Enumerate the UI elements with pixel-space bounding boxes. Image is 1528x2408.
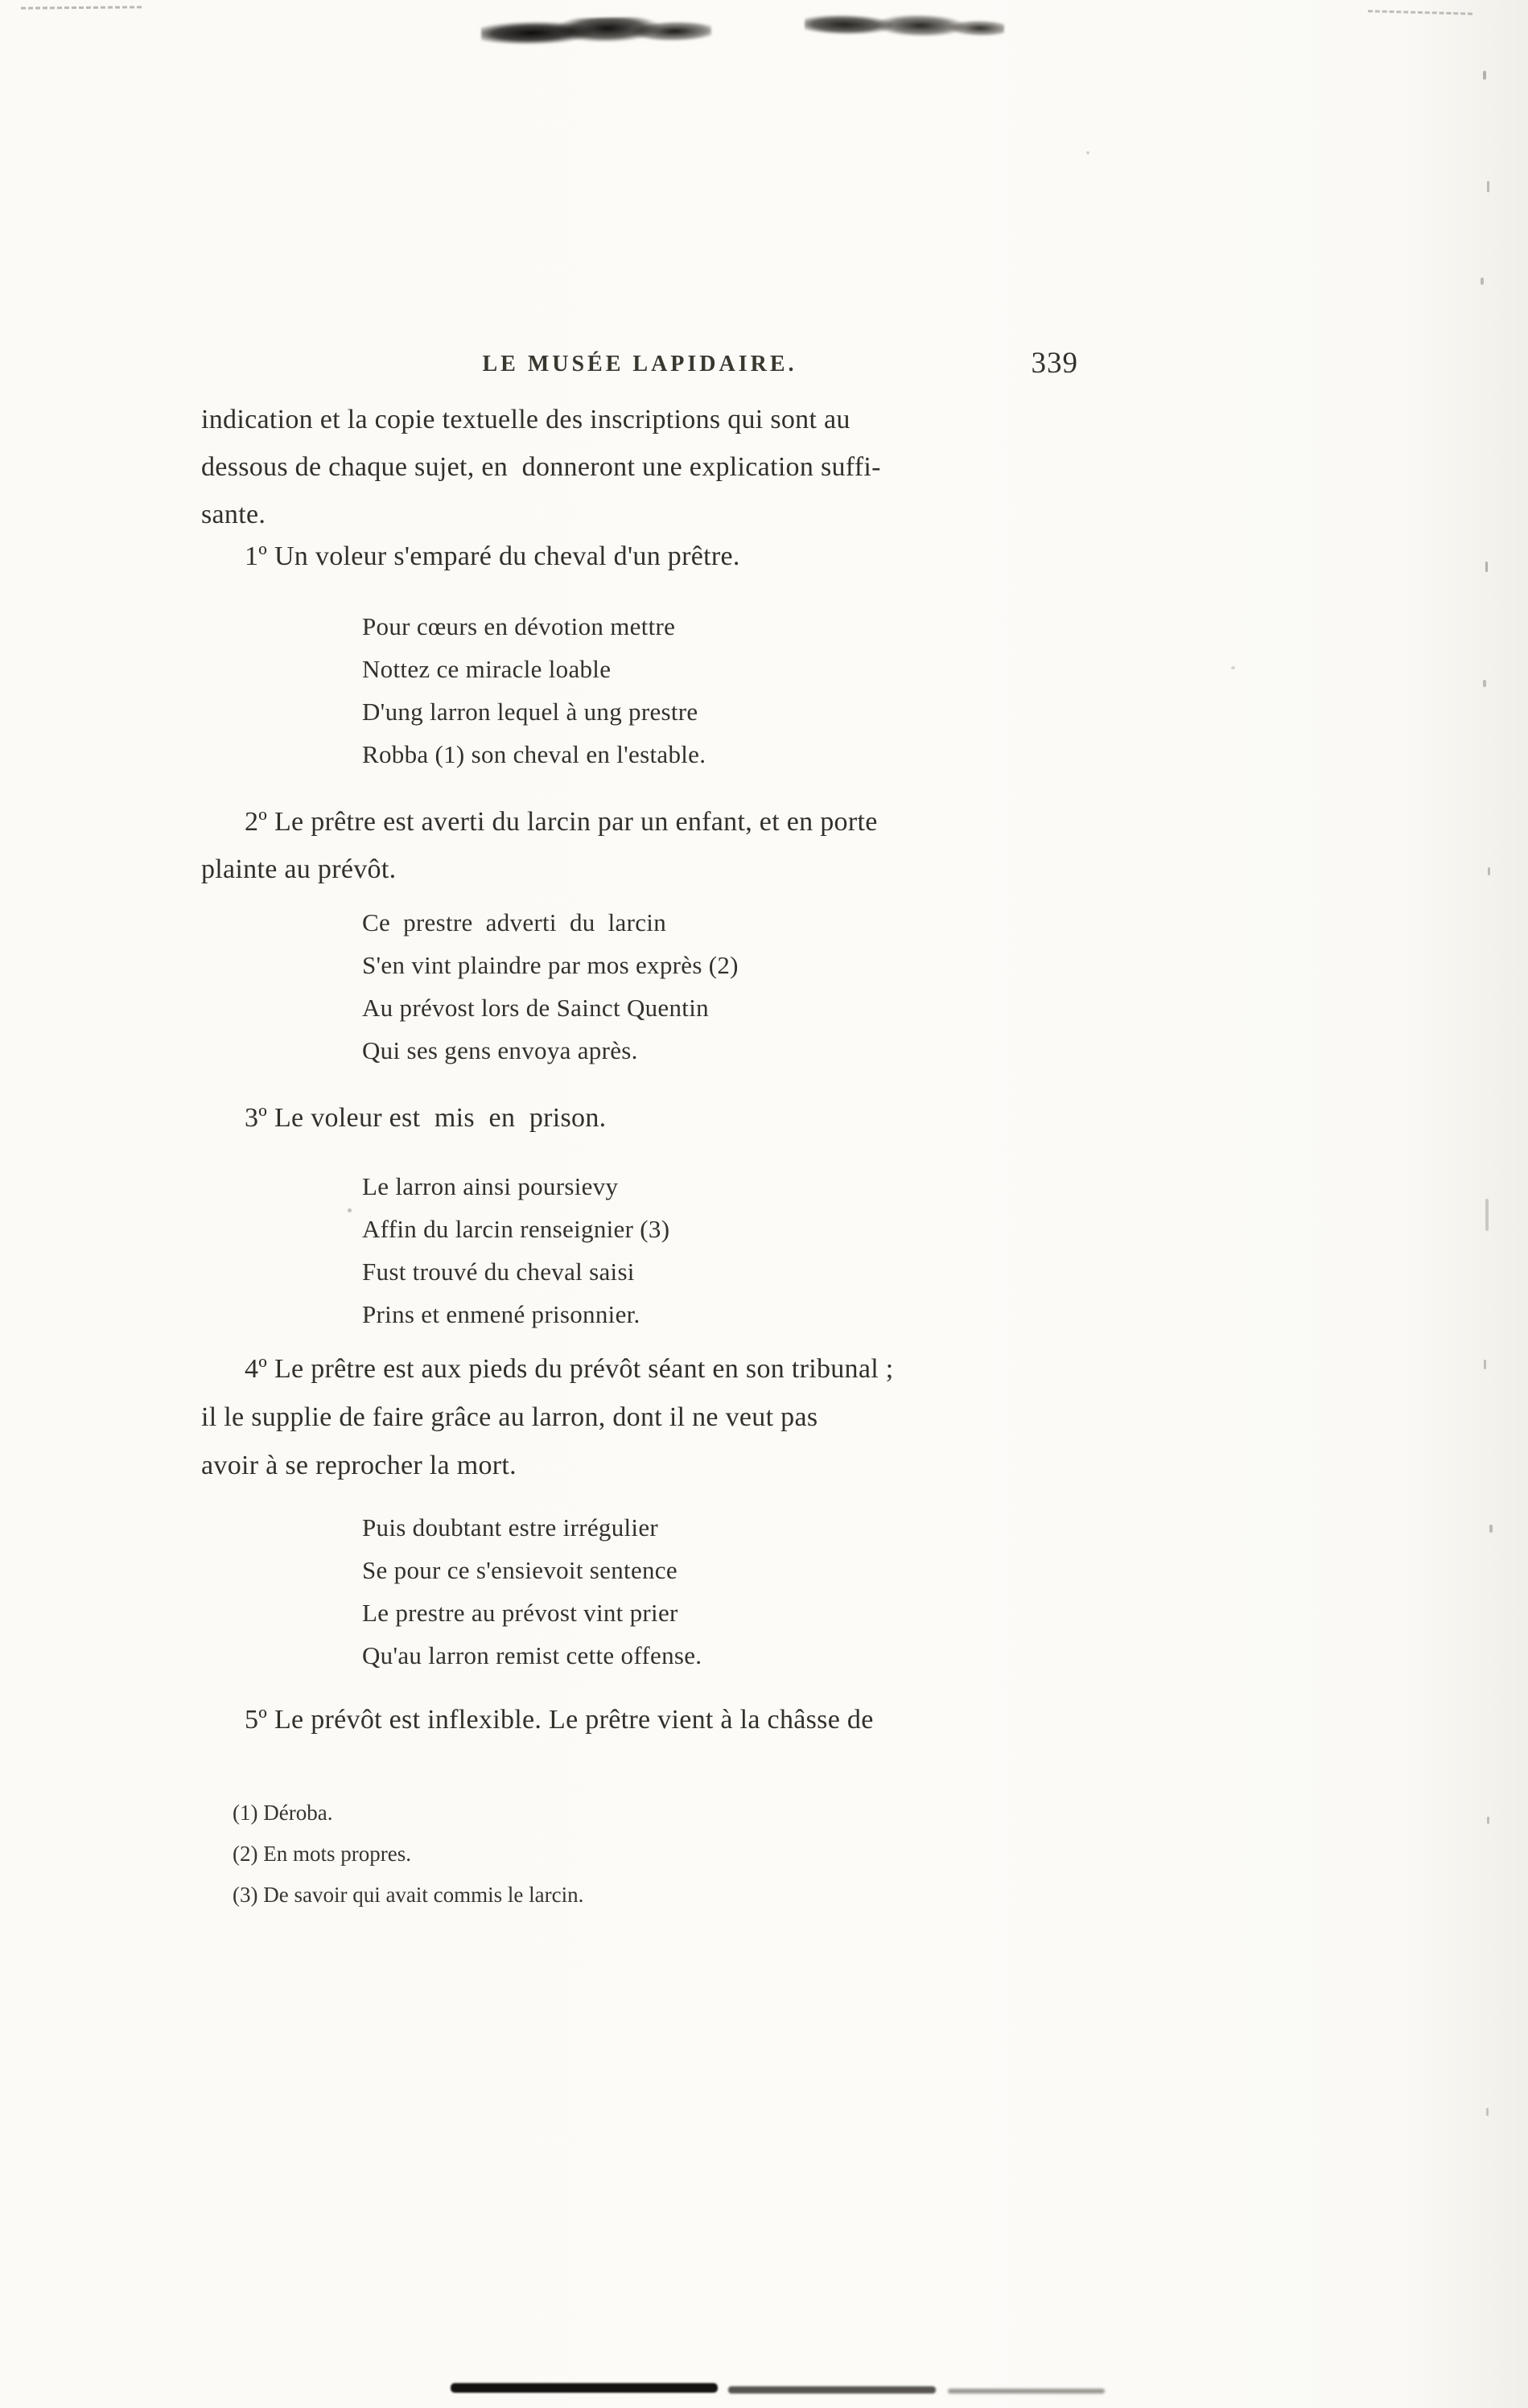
running-head-title: LE MUSÉE LAPIDAIRE.: [482, 352, 797, 377]
ink-smudge: [805, 13, 1004, 39]
verse-line: Robba (1) son cheval en l'estable.: [362, 740, 706, 768]
verse-line: D'ung larron lequel à ung prestre: [362, 698, 698, 726]
verse-line: Qu'au larron remist cette offense.: [362, 1641, 702, 1669]
scan-speck: [1486, 2108, 1489, 2116]
ink-smudge: [481, 16, 712, 46]
scan-speck: [1484, 1360, 1486, 1369]
intro-line: indication et la copie textuelle des inscriptions qui sont au: [201, 405, 850, 434]
verse-line: Ce prestre adverti du larcin: [362, 908, 667, 936]
scan-edge-mark: [1368, 10, 1472, 14]
intro-line: dessous de chaque sujet, en donneront une explication suffi-: [201, 452, 881, 482]
item-3-heading: [201, 1094, 1094, 1142]
heading-line: 5º Le prévôt est inflexible. Le prêtre vient à la châsse de: [245, 1705, 874, 1735]
intro-line: sante.: [201, 500, 266, 529]
scan-speck: [1483, 71, 1486, 80]
heading-line: avoir à se reprocher la mort.: [201, 1451, 517, 1480]
verse-line: Pour cœurs en dévotion mettre: [362, 612, 676, 640]
item-2-verse: [362, 901, 1022, 1072]
heading-line: 4º Le prêtre est aux pieds du prévôt séant en son tribunal ;: [245, 1354, 894, 1384]
item-1-heading: [201, 533, 1094, 580]
scan-speck: [1485, 1199, 1489, 1231]
scan-speck: [1485, 562, 1488, 572]
heading-line: 3º Le voleur est mis en prison.: [245, 1103, 607, 1133]
scan-edge-mark: [728, 2386, 936, 2394]
heading-line: plainte au prévôt.: [201, 854, 397, 884]
scan-speck: [1487, 1817, 1489, 1824]
verse-line: Fust trouvé du cheval saisi: [362, 1258, 635, 1286]
scan-edge-mark: [451, 2383, 718, 2393]
footnote: (3) De savoir qui avait commis le larcin.: [233, 1883, 584, 1907]
item-1-verse: [362, 605, 1022, 776]
scan-speck: [1483, 680, 1486, 687]
item-2-heading: [201, 798, 1094, 893]
scan-speck: [1489, 1525, 1493, 1533]
item-3-verse: [362, 1165, 1022, 1336]
intro-paragraph: [201, 396, 1094, 538]
scan-speck: [1481, 278, 1484, 285]
scan-speck: [1488, 867, 1490, 875]
item-4-heading: [201, 1345, 1094, 1490]
verse-line: Au prévost lors de Sainct Quentin: [362, 994, 709, 1022]
scan-speck: [1231, 666, 1235, 669]
heading-line: il le supplie de faire grâce au larron, dont il ne veut pas: [201, 1402, 818, 1432]
scan-speck: [1086, 151, 1089, 154]
verse-line: Le prestre au prévost vint prier: [362, 1599, 678, 1627]
scan-edge-mark: [948, 2389, 1105, 2394]
verse-line: Qui ses gens envoya après.: [362, 1036, 638, 1064]
heading-line: 1º Un voleur s'emparé du cheval d'un prêtre.: [245, 541, 740, 571]
verse-line: Puis doubtant estre irrégulier: [362, 1513, 658, 1542]
footnote: (2) En mots propres.: [233, 1842, 411, 1866]
page-number: 339: [1031, 347, 1078, 380]
scan-speck: [1487, 181, 1489, 192]
item-4-verse: [362, 1506, 1022, 1677]
scan-speck: [348, 1208, 352, 1212]
footnote: (1) Déroba.: [233, 1801, 333, 1825]
verse-line: Se pour ce s'ensievoit sentence: [362, 1556, 678, 1584]
heading-line: 2º Le prêtre est averti du larcin par un enfant, et en porte: [245, 807, 878, 837]
verse-line: Affin du larcin renseignier (3): [362, 1215, 670, 1243]
item-5-heading: [201, 1696, 1094, 1743]
verse-line: S'en vint plaindre par mos exprès (2): [362, 951, 739, 979]
verse-line: Nottez ce miracle loable: [362, 655, 612, 683]
footnotes-section: [233, 1793, 1037, 1916]
scan-edge-mark: [21, 6, 142, 9]
verse-line: Prins et enmené prisonnier.: [362, 1300, 640, 1328]
verse-line: Le larron ainsi poursievy: [362, 1172, 619, 1200]
